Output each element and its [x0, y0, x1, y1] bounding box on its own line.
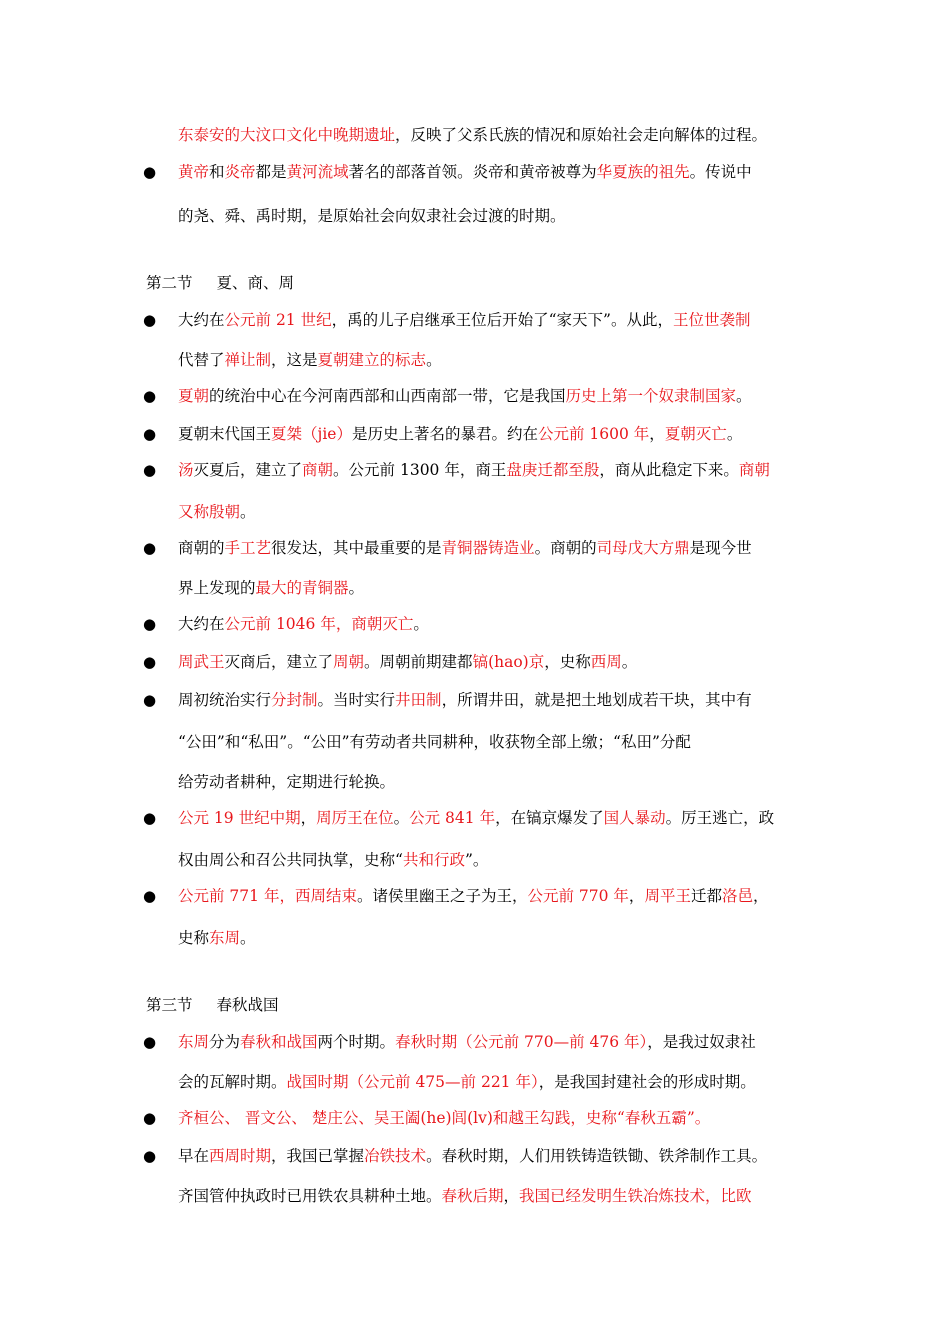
highlight-text: 共和行政 [402, 851, 465, 869]
body-text: 。商朝的 [534, 539, 597, 557]
body-text: 。 [348, 579, 365, 597]
highlight-text: 西周 [590, 653, 622, 671]
body-text: 是现今世 [689, 539, 752, 557]
body-text: ，反映了父系氏族的情况和原始社会走向解体的过程。 [395, 126, 768, 144]
highlight-text: 公元前 770 年 [527, 887, 629, 905]
highlight-text: 黄河流域 [286, 163, 349, 181]
continuation-line [178, 850, 488, 870]
body-text: ，史称 [544, 653, 591, 671]
continuation-line [178, 928, 256, 948]
bullet-line [178, 1146, 767, 1166]
highlight-text: 夏朝 [178, 387, 210, 405]
section-number: 第二节 [146, 274, 193, 292]
body-text: 早在 [178, 1147, 210, 1165]
highlight-text: 周武王 [178, 653, 225, 671]
highlight-text: 齐桓公、 晋文公、 楚庄公、吴王阖(he)闾(lv)和越王勾践，史称“春秋五霸”。 [178, 1109, 711, 1127]
highlight-text: 东泰安的大汶口文化中晚期遗址 [178, 126, 396, 144]
highlight-text: 公元前 771 年，西周结束 [178, 887, 357, 905]
section-heading [146, 273, 294, 293]
body-text: 。公元前 1300 年，商王 [333, 461, 507, 479]
body-text: 。厉王逃亡，政 [665, 809, 775, 827]
highlight-text: 黄帝 [178, 163, 210, 181]
bullet-icon: ● [143, 691, 157, 709]
body-text: ，我国已掌握 [271, 1147, 365, 1165]
continuation-line [178, 772, 395, 792]
bullet-icon: ● [143, 887, 157, 905]
bullet-icon: ● [143, 425, 157, 443]
highlight-text: 镐(hao)京 [472, 653, 545, 671]
highlight-text: 夏朝建立的标志 [317, 351, 427, 369]
body-text: ，在镐京爆发了 [495, 809, 604, 827]
bullet-icon: ● [143, 461, 157, 479]
continuation-line [178, 1072, 756, 1092]
continuation-line [178, 350, 442, 370]
body-text: ”。 [464, 851, 489, 869]
bullet-icon: ● [143, 809, 157, 827]
body-text: 很发达，其中最重要的是 [271, 539, 442, 557]
bullet-icon: ● [143, 1147, 157, 1165]
body-text: 灭商后，建立了 [224, 653, 334, 671]
highlight-text: 夏朝灭亡 [664, 425, 727, 443]
body-text: 和 [209, 163, 225, 181]
body-text: 的统治中心在今河南西部和山西南部一带，它是我国 [209, 387, 566, 405]
section-title: 夏、商、周 [216, 274, 295, 292]
highlight-text: 盘庚迁都至殷 [506, 461, 600, 479]
continuation-line [178, 206, 566, 226]
body-text: 大约在 [178, 311, 225, 329]
body-text: 。传说中 [689, 163, 752, 181]
highlight-text: 历史上第一个奴隶制国家 [565, 387, 737, 405]
bullet-line [178, 162, 752, 182]
highlight-text: 炎帝 [224, 163, 256, 181]
body-text: 史称 [178, 929, 210, 947]
highlight-text: 东周 [209, 929, 241, 947]
highlight-text: 春秋时期（公元前 770—前 476 年） [395, 1033, 648, 1051]
body-text: ， [649, 425, 665, 443]
highlight-text: 井田制 [395, 691, 442, 709]
body-text: ，所谓井田，就是把土地划成若干块，其中有 [441, 691, 752, 709]
highlight-text: 周平王 [644, 887, 691, 905]
highlight-text: 最大的青铜器 [255, 579, 349, 597]
highlight-text: 商朝 [302, 461, 334, 479]
highlight-text: 禅让制 [224, 351, 272, 369]
continuation-line [178, 125, 767, 145]
highlight-text: 分封制 [271, 691, 318, 709]
bullet-line [178, 1032, 756, 1052]
body-text: 著名的部落首领。炎帝和黄帝被尊为 [348, 163, 597, 181]
highlight-text: 洛邑 [721, 887, 753, 905]
highlight-text: 周朝 [333, 653, 365, 671]
body-text: ，是我国封建社会的形成时期。 [538, 1073, 756, 1091]
body-text: 是历史上著名的暴君。约在 [351, 425, 538, 443]
body-text: 界上发现的 [178, 579, 256, 597]
section-number: 第三节 [146, 996, 193, 1014]
bullet-icon: ● [143, 653, 157, 671]
body-text: 。 [736, 387, 752, 405]
highlight-text: 战国时期（公元前 475—前 221 年） [286, 1073, 539, 1091]
body-text: ，禹的儿子启继承王位后开始了“家天下”。从此， [331, 311, 673, 329]
highlight-text: 华夏族的祖先 [596, 163, 690, 181]
body-text: ， [628, 887, 645, 905]
body-text: 会的瓦解时期。 [178, 1073, 287, 1091]
body-text: 商朝的 [178, 539, 225, 557]
highlight-text: 夏桀（jie） [271, 425, 352, 443]
body-text: 。春秋时期，人们用铁铸造铁锄、铁斧制作工具。 [426, 1147, 768, 1165]
body-text: 给劳动者耕种，定期进行轮换。 [178, 773, 396, 791]
continuation-line [178, 578, 364, 598]
highlight-text: 冶铁技术 [364, 1147, 427, 1165]
body-text: “公田”和“私田”。“公田”有劳动者共同耕种，收获物全部上缴；“私田”分配 [178, 733, 691, 751]
body-text: 大约在 [178, 615, 225, 633]
body-text: 两个时期。 [317, 1033, 396, 1051]
bullet-line [178, 652, 637, 672]
highlight-text: 汤 [178, 461, 194, 479]
body-text: ， [752, 887, 769, 905]
body-text: ，这是 [271, 351, 318, 369]
bullet-icon: ● [143, 311, 157, 329]
bullet-line [178, 310, 750, 330]
bullet-icon: ● [143, 1109, 157, 1127]
bullet-icon: ● [143, 163, 157, 181]
highlight-text: 我国已经发明生铁冶炼技术，比欧 [519, 1187, 752, 1205]
bullet-line [178, 808, 774, 828]
highlight-text: 春秋和战国 [240, 1033, 318, 1051]
body-text: 分为 [209, 1033, 241, 1051]
continuation-line [178, 1186, 752, 1206]
body-text: ，商从此稳定下来。 [599, 461, 739, 479]
highlight-text: 东周 [178, 1033, 210, 1051]
bullet-line [178, 386, 752, 406]
continuation-line [178, 502, 256, 522]
bullet-line [178, 424, 742, 444]
highlight-text: 周厉王在位 [316, 809, 394, 827]
highlight-text: 公元 841 年 [409, 809, 496, 827]
highlight-text: 春秋后期 [441, 1187, 504, 1205]
bullet-line [178, 886, 769, 906]
body-text: ， [300, 809, 317, 827]
body-text: 迁都 [690, 887, 722, 905]
body-text: 齐国管仲执政时已用铁农具耕种土地。 [178, 1187, 442, 1205]
body-text: 。当时实行 [317, 691, 396, 709]
body-text: 。 [621, 653, 638, 671]
body-text: 。诸侯里幽王之子为王， [356, 887, 528, 905]
body-text: 。周朝前期建都 [364, 653, 473, 671]
highlight-text: 王位世袭制 [672, 311, 751, 329]
bullet-icon: ● [143, 1033, 157, 1051]
body-text: 。 [393, 809, 410, 827]
body-text: 周初统治实行 [178, 691, 272, 709]
body-text: 夏朝末代国王 [178, 425, 272, 443]
body-text: 。 [240, 929, 256, 947]
highlight-text: 公元前 1600 年 [537, 425, 650, 443]
highlight-text: 又称殷朝 [178, 503, 241, 521]
highlight-text: 国人暴动 [603, 809, 666, 827]
bullet-line [178, 538, 752, 558]
highlight-text: 司母戊大方鼎 [596, 539, 690, 557]
body-text: ，是我过奴隶社 [647, 1033, 756, 1051]
body-text: 。 [413, 615, 429, 633]
body-text: 。 [726, 425, 743, 443]
bullet-line [178, 690, 752, 710]
highlight-text: 青铜器铸造业 [441, 539, 535, 557]
bullet-icon: ● [143, 387, 157, 405]
bullet-line [178, 1108, 710, 1128]
highlight-text: 公元前 1046 年，商朝灭亡 [224, 615, 414, 633]
section-heading [146, 995, 279, 1015]
body-text: 。 [240, 503, 256, 521]
body-text: 权由周公和召公共同执掌，史称“ [178, 851, 403, 869]
highlight-text: 公元前 21 世纪 [224, 311, 332, 329]
bullet-line [178, 614, 429, 634]
section-title: 春秋战国 [216, 996, 279, 1014]
body-text: 。 [426, 351, 442, 369]
bullet-icon: ● [143, 539, 157, 557]
body-text: 代替了 [178, 351, 225, 369]
body-text: 都是 [255, 163, 287, 181]
highlight-text: 手工艺 [224, 539, 272, 557]
body-text: ， [503, 1187, 520, 1205]
bullet-line [178, 460, 770, 480]
body-text: 的尧、舜、禹时期，是原始社会向奴隶社会过渡的时期。 [178, 207, 566, 225]
continuation-line [178, 732, 691, 752]
highlight-text: 公元 19 世纪中期 [178, 809, 301, 827]
body-text: 灭夏后，建立了 [193, 461, 303, 479]
bullet-icon: ● [143, 615, 157, 633]
highlight-text: 西周时期 [209, 1147, 272, 1165]
highlight-text: 商朝 [738, 461, 770, 479]
